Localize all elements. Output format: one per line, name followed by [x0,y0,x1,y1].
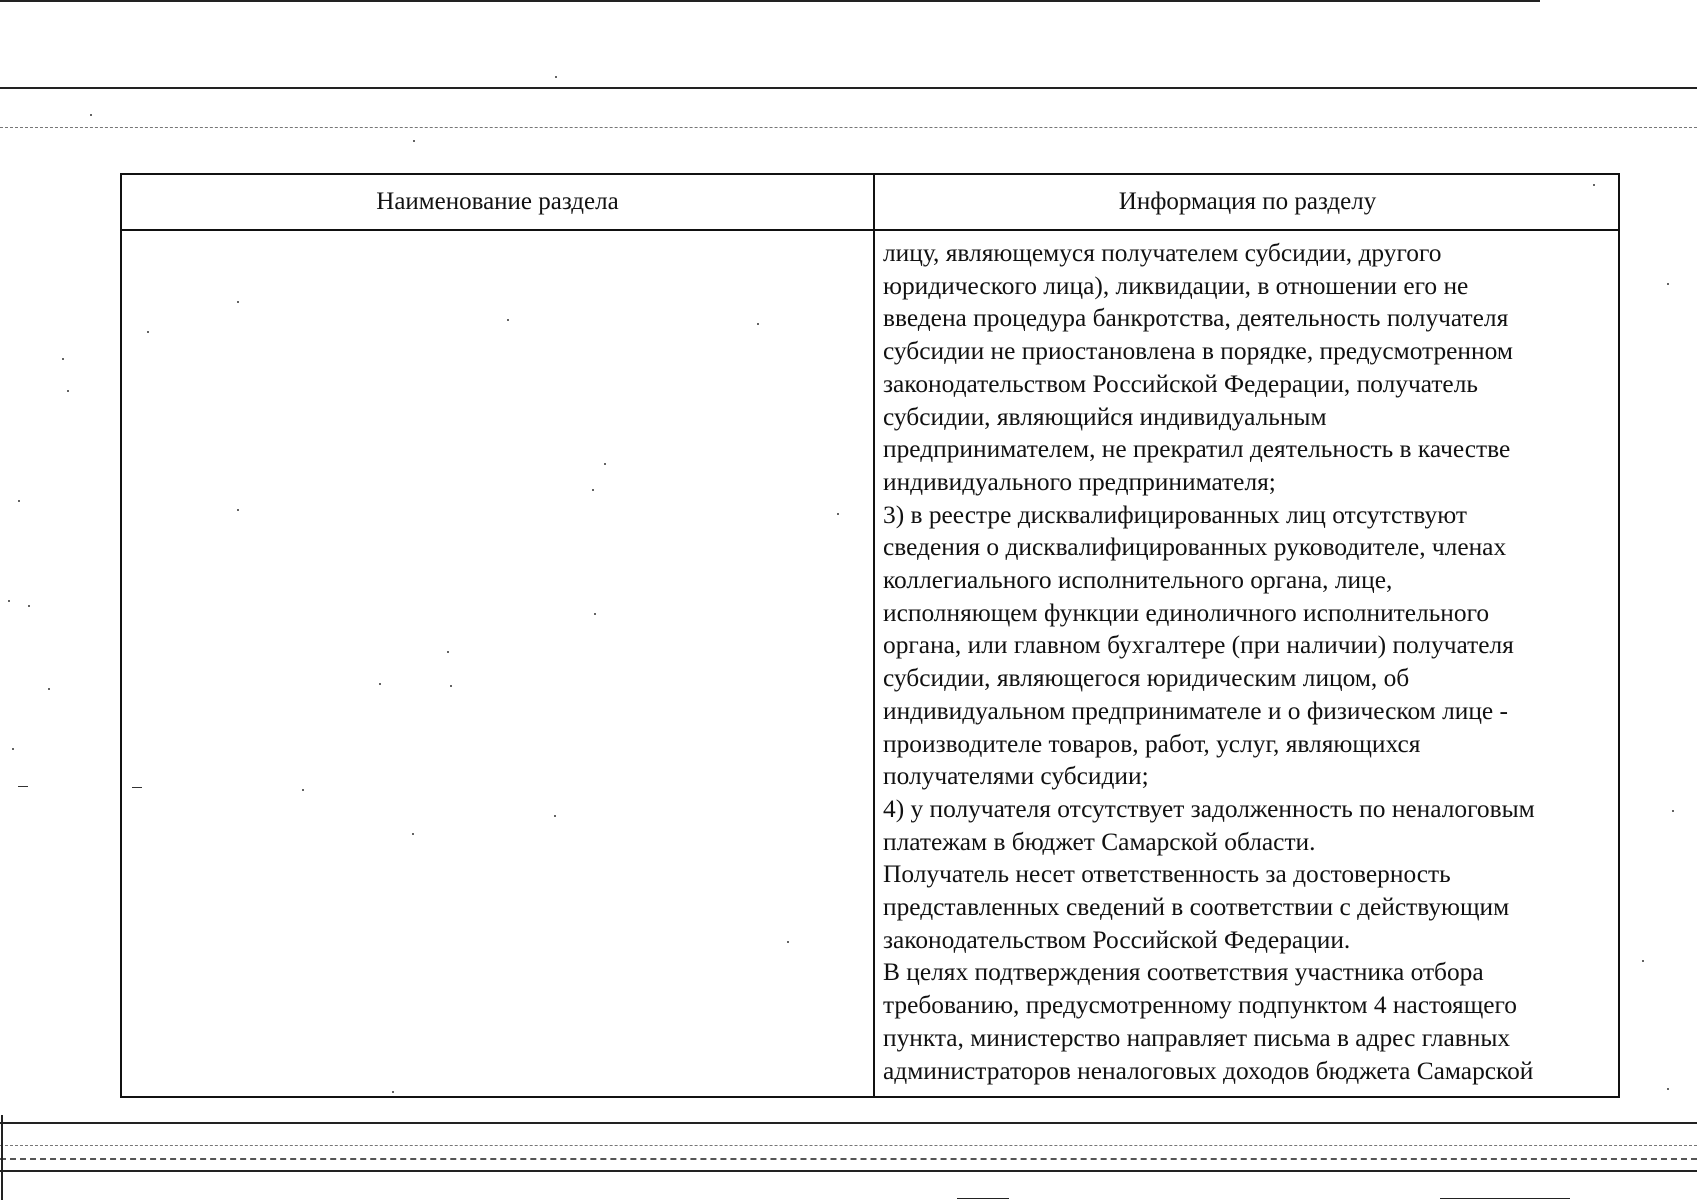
scan-speck [62,358,64,360]
column-header-section-name: Наименование раздела [376,188,619,215]
scan-speck [450,685,452,687]
footer-rule-1 [0,1122,1697,1124]
scan-speck [1672,810,1674,812]
info-text-line: субсидии, являющегося юридическим лицом, об [883,664,1410,693]
scan-speck [379,683,381,685]
info-text-line: законодательством Российской Федерации, получатель [883,369,1478,398]
scan-speck [757,323,759,325]
info-text-line: субсидии не приостановлена в порядке, предусмотренном [883,337,1513,366]
info-text-line: платежам в бюджет Самарской области. [883,827,1316,856]
info-text-line: введена процедура банкротства, деятельность получателя [883,304,1509,333]
scan-speck [67,390,69,392]
info-text-line: получателями субсидии; [883,762,1149,791]
header-dashed-rule [0,127,1697,128]
scan-speck [592,489,594,491]
scan-speck [132,787,142,788]
info-text-line: представленных сведений в соответствии с действующим [883,893,1510,922]
scan-speck [12,748,14,750]
footer-short-rule-1 [957,1198,1009,1199]
scan-speck [237,509,239,511]
info-text-line: Получатель несет ответственность за достоверность [883,860,1451,889]
section-table [120,173,1620,1098]
column-header-section-info: Информация по разделу [1118,188,1377,215]
scan-speck [1642,960,1644,962]
info-text-line: требованию, предусмотренному подпунктом 4 настоящего [883,991,1517,1020]
scan-speck [18,500,20,502]
info-text-line: В целях подтверждения соответствия участника отбора [883,958,1484,987]
scan-speck [837,513,839,515]
info-text-line: 3) в реестре дисквалифицированных лиц отсутствуют [883,500,1467,529]
info-text-line: предпринимателем, не прекратил деятельность в качестве [883,435,1511,464]
scan-speck [237,301,239,303]
footer-dashed-rule-1 [0,1145,1697,1146]
scan-speck [48,688,50,690]
column-divider [873,175,875,1096]
scan-speck [18,786,28,787]
scan-speck [413,140,415,142]
table-header-row [122,175,1618,231]
scan-speck [302,789,304,791]
scan-speck [555,76,557,78]
top-edge-rule [0,0,1540,2]
info-text-line: 4) у получателя отсутствует задолженность по неналоговым [883,794,1535,823]
info-text-line: лицу, являющемуся получателем субсидии, другого [883,239,1442,267]
scan-speck [1667,1088,1669,1090]
left-scan-edge [1,1115,3,1200]
footer-short-rule-2 [1440,1198,1570,1199]
scan-speck [604,463,606,465]
scan-speck [28,605,30,607]
scan-speck [90,114,92,116]
scan-speck [1667,283,1669,285]
info-text-line: органа, или главном бухгалтере (при наличии) получателя [883,631,1514,660]
scan-speck [594,613,596,615]
info-text-line: юридического лица), ликвидации, в отношении его не [883,271,1469,300]
footer-dashed-rule-2 [0,1158,1697,1160]
info-text-line: производителе товаров, работ, услуг, являющихся [883,729,1421,758]
section-name-cell [122,231,873,1096]
scan-speck [392,1091,394,1093]
info-text-line: администраторов неналоговых доходов бюджета Самарской [883,1056,1534,1085]
info-text-line: индивидуальном предпринимателе и о физическом лице - [883,696,1509,725]
info-text-line: сведения о дисквалифицированных руководителе, членах [883,533,1507,562]
scan-speck [554,815,556,817]
scan-speck [787,941,789,943]
header-rule [0,87,1697,89]
info-text-line: коллегиального исполнительного органа, лице, [883,566,1393,595]
scan-speck [8,600,10,602]
info-text-line: исполняющем функции единоличного исполнительного [883,598,1490,627]
scan-speck [507,319,509,321]
info-text-line: пункта, министерство направляет письма в адрес главных [883,1023,1511,1052]
info-text-line: законодательством Российской Федерации. [883,925,1351,954]
info-text-line: индивидуального предпринимателя; [883,467,1276,496]
scan-speck [147,331,149,333]
scan-speck [412,833,414,835]
info-text-line: субсидии, являющийся индивидуальным [883,402,1327,431]
scan-speck [447,651,449,653]
footer-rule-2 [0,1170,1697,1172]
section-info-cell [883,237,1619,1093]
